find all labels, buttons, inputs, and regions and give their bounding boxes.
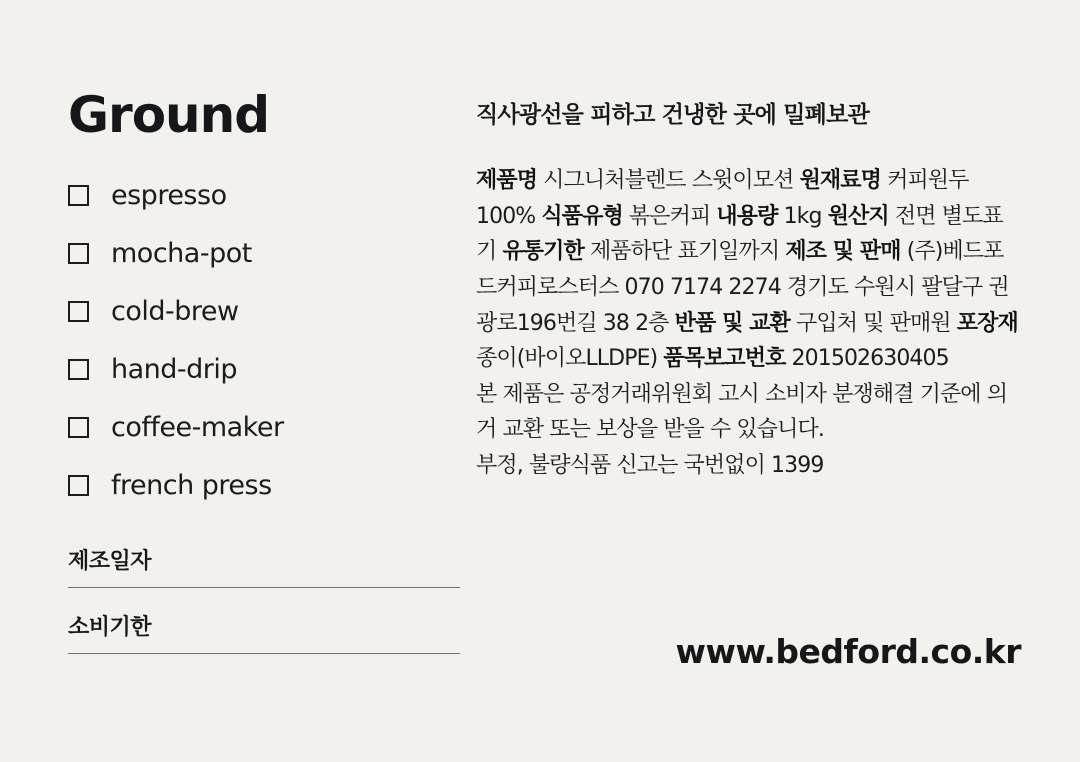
food-report-hotline-notice: 부정, 불량식품 신고는 국번없이 1399 (476, 453, 824, 478)
info-value: (주)베드포드커피로스터스 070 7174 2274 경기도 수원시 팔달구 권광로196번길 38 2층 (476, 239, 1009, 336)
list-item[interactable] (68, 456, 468, 514)
expiry-date-field[interactable] (68, 610, 468, 654)
info-value: 커피원두100% (476, 168, 969, 229)
product-info-section (476, 96, 1021, 484)
info-key: 품목보고번호 (663, 346, 786, 372)
info-key: 원산지 (827, 203, 889, 229)
info-key: 포장재 (956, 310, 1018, 336)
checkbox-icon[interactable] (68, 475, 89, 496)
list-item-label: cold-brew (111, 295, 239, 327)
storage-instruction: 직사광선을 피하고 건냉한 곳에 밀폐보관 (476, 102, 869, 128)
list-item-label: mocha-pot (111, 237, 252, 269)
expiry-date-label: 소비기한 (68, 615, 152, 640)
list-item-label: french press (111, 469, 272, 501)
info-key: 내용량 (716, 203, 778, 229)
list-item[interactable] (68, 282, 468, 340)
checkbox-icon[interactable] (68, 301, 89, 322)
checkbox-icon[interactable] (68, 185, 89, 206)
info-key: 반품 및 교환 (674, 310, 790, 336)
info-value: 201502630405 (785, 346, 949, 372)
product-info-paragraph (476, 163, 1021, 377)
checkbox-icon[interactable] (68, 417, 89, 438)
checkbox-icon[interactable] (68, 359, 89, 380)
list-item-label: espresso (111, 179, 227, 211)
list-item-label: coffee-maker (111, 411, 284, 443)
info-value: 제품하단 표기일까지 (583, 239, 786, 265)
info-key: 원재료명 (799, 168, 881, 193)
info-key: 제품명 (476, 168, 538, 193)
list-item[interactable] (68, 398, 468, 456)
expiry-date-writeline[interactable] (68, 653, 460, 654)
info-value: 볶은커피 (622, 203, 717, 229)
info-key: 유통기한 (502, 239, 584, 265)
info-key: 제조 및 판매 (785, 239, 901, 265)
info-value: 시그니처블렌드 스윗이모션 (537, 168, 800, 193)
consumer-dispute-notice: 본 제품은 공정거래위원회 고시 소비자 분쟁해결 기준에 의거 교환 또는 보상을 받을 수 있습니다. (476, 381, 1008, 443)
list-item[interactable] (68, 166, 468, 224)
page-title: Ground (68, 86, 270, 144)
info-value: 구입처 및 판매원 (789, 310, 957, 336)
info-value: 종이(바이오LLDPE) (476, 346, 664, 372)
list-item[interactable] (68, 340, 468, 398)
brewing-method-section (68, 86, 468, 654)
manufacture-date-label: 제조일자 (68, 549, 152, 574)
info-key: 식품유형 (541, 203, 623, 229)
website-url[interactable]: www.bedford.co.kr (675, 632, 1021, 671)
info-value: 1kg (777, 203, 828, 229)
list-item-label: hand-drip (111, 353, 238, 385)
info-value: 전면 별도표기 (476, 203, 1003, 265)
brewing-method-list (68, 166, 468, 514)
product-info-block (476, 163, 1021, 484)
manufacture-date-writeline[interactable] (68, 587, 460, 588)
list-item[interactable] (68, 224, 468, 282)
checkbox-icon[interactable] (68, 243, 89, 264)
manufacture-date-field[interactable] (68, 544, 468, 588)
